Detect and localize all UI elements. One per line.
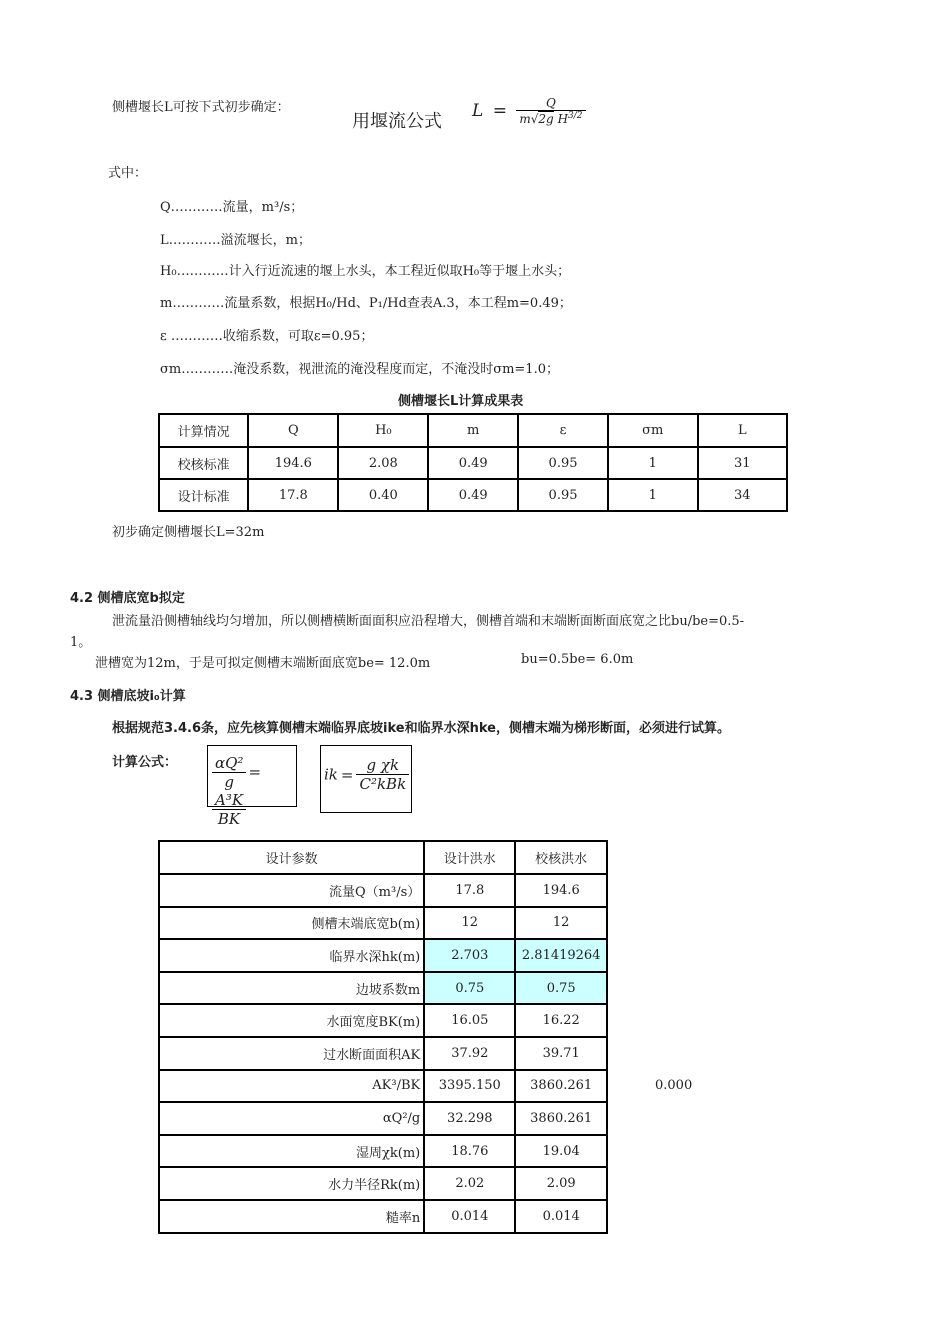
table-cell: 1: [608, 447, 698, 479]
formula2-content: ik = $\frac{\text{g χk}}{\text{C²kBk}}$: [324, 756, 409, 793]
formula1-content: [212, 754, 296, 828]
section-4-3-heading: 4.3 侧槽底坡i₀计算: [70, 689, 186, 704]
design-value: 2.703: [424, 939, 515, 972]
table-header: σm: [608, 414, 698, 447]
design-value: 32.298: [424, 1102, 515, 1135]
formula-label: 用堰流公式: [352, 111, 442, 132]
design-value: 12: [424, 907, 515, 940]
table-cell: 设计标准: [159, 479, 248, 511]
check-value: 2.09: [515, 1167, 607, 1200]
formula-fraction: [516, 96, 585, 126]
table-cell: 0.49: [428, 479, 518, 511]
table-header: H₀: [338, 414, 428, 447]
table-row: [159, 1102, 607, 1135]
def-m: m…………流量系数，根据H₀/Hd、P₁/Hd查表A.3，本工程m=0.49；: [160, 296, 572, 311]
param-label: 流量Q（m³/s）: [159, 874, 424, 907]
table-cell: 校核标准: [159, 447, 248, 479]
check-value: 39.71: [515, 1037, 607, 1070]
table-header: 计算情况: [159, 414, 248, 447]
table-row: [159, 939, 607, 972]
table-header: L: [698, 414, 787, 447]
table-header-row: [159, 414, 787, 447]
table-row: [159, 1004, 607, 1037]
design-value: 3395.150: [424, 1070, 515, 1103]
table-header: 设计洪水: [424, 841, 515, 874]
design-value: 0.75: [424, 972, 515, 1005]
where-title: 式中：: [108, 166, 148, 181]
table-row: [159, 1037, 607, 1070]
section-4-2-heading: 4.2 侧槽底宽b拟定: [70, 591, 185, 606]
section-4-2-bu: bu=0.5be= 6.0m: [521, 652, 634, 667]
conclusion-text: 初步确定侧槽堰长L=32m: [112, 525, 265, 540]
section-4-2-para1-cont: 1。: [70, 635, 92, 650]
design-value: 16.05: [424, 1004, 515, 1037]
table-header: Q: [248, 414, 338, 447]
weir-length-table: [158, 413, 788, 512]
def-h0: H₀…………计入行近流速的堰上水头，本工程近似取H₀等于堰上水头；: [160, 264, 571, 279]
side-value: 0.000: [655, 1078, 693, 1093]
design-value: 17.8: [424, 874, 515, 907]
table-cell: 1: [608, 479, 698, 511]
param-label: 边坡系数m: [159, 972, 424, 1005]
table-row: [159, 1200, 607, 1233]
section-4-2-para1: 泄流量沿侧槽轴线均匀增加，所以侧槽横断面面积应沿程增大，侧槽首端和末端断面断面底宽之比bu/be=0.5-: [112, 614, 745, 629]
table-header: m: [428, 414, 518, 447]
def-epsilon: ε …………收缩系数，可取ε=0.95；: [160, 329, 374, 344]
critical-params-table: [158, 840, 608, 1234]
def-l: L…………溢流堰长，m；: [160, 233, 311, 248]
check-value: 19.04: [515, 1135, 607, 1168]
formula-den-m: m: [519, 112, 531, 126]
check-value: 0.75: [515, 972, 607, 1005]
param-label: 侧槽末端底宽b(m): [159, 907, 424, 940]
design-value: 37.92: [424, 1037, 515, 1070]
table-cell: 0.95: [518, 479, 608, 511]
check-value: 3860.261: [515, 1070, 607, 1103]
check-value: 0.014: [515, 1200, 607, 1233]
check-value: 12: [515, 907, 607, 940]
formula1-left-frac: $\frac{\text{αQ²}}{g}$: [212, 754, 246, 791]
def-sigma: σm…………淹没系数，视泄流的淹没程度而定，不淹没时σm=1.0；: [160, 362, 559, 377]
table-header: ε: [518, 414, 608, 447]
formula2-equals: =: [340, 765, 354, 784]
def-q: Q…………流量，m³/s；: [160, 200, 304, 215]
table-cell: 2.08: [338, 447, 428, 479]
check-value: 3860.261: [515, 1102, 607, 1135]
intro-lead: 侧槽堰长L可按下式初步确定：: [112, 100, 290, 115]
formula-lhs: L: [472, 101, 484, 121]
param-label: 水力半径Rk(m): [159, 1167, 424, 1200]
param-label: αQ²/g: [159, 1102, 424, 1135]
formula-num: Q: [516, 96, 585, 111]
formula-den-root: 2g: [538, 112, 554, 126]
table-header: 校核洪水: [515, 841, 607, 874]
design-value: 18.76: [424, 1135, 515, 1168]
table-row: [159, 907, 607, 940]
table-row: [159, 1070, 607, 1103]
table1-title: 侧槽堰长L计算成果表: [398, 394, 524, 409]
table-header: 设计参数: [159, 841, 424, 874]
design-value: 0.014: [424, 1200, 515, 1233]
formula2-frac: $\frac{\text{g χk}}{\text{C²kBk}}$: [356, 756, 409, 793]
table-cell: 0.95: [518, 447, 608, 479]
check-value: 2.81419264: [515, 939, 607, 972]
critical-depth-formula: [207, 745, 297, 828]
table-row: [159, 1167, 607, 1200]
table-row: [159, 1135, 607, 1168]
section-4-2-para2: 泄槽宽为12m，于是可拟定侧槽末端断面底宽be= 12.0m: [95, 656, 431, 671]
check-value: 16.22: [515, 1004, 607, 1037]
table-row: [159, 447, 787, 479]
param-label: 水面宽度BK(m): [159, 1004, 424, 1037]
table-cell: 17.8: [248, 479, 338, 511]
formula-eq: =: [492, 101, 507, 121]
param-label: AK³/BK: [159, 1070, 424, 1103]
critical-slope-formula: [320, 745, 412, 813]
formula1-equals: =: [248, 762, 262, 781]
param-label: 过水断面面积AK: [159, 1037, 424, 1070]
param-label: 临界水深hk(m): [159, 939, 424, 972]
design-value: 2.02: [424, 1167, 515, 1200]
check-value: 194.6: [515, 874, 607, 907]
weir-formula: [472, 96, 586, 126]
formula-intro-label: 计算公式：: [112, 755, 178, 770]
param-label: 糙率n: [159, 1200, 424, 1233]
sqrt-icon: √: [530, 112, 539, 126]
section-4-3-para: 根据规范3.4.6条，应先核算侧槽末端临界底坡ike和临界水深hke，侧槽末端为梯形断面，必须进行试算。: [112, 721, 730, 736]
table-header-row: [159, 841, 607, 874]
table-cell: 194.6: [248, 447, 338, 479]
formula-den-h: H: [557, 112, 569, 126]
formula-den: [516, 111, 585, 126]
formula-den-exp: 3/2: [568, 111, 583, 121]
table-row: [159, 479, 787, 511]
table-cell: 0.40: [338, 479, 428, 511]
table-row: [159, 972, 607, 1005]
table-cell: 31: [698, 447, 787, 479]
param-label: 湿周χk(m): [159, 1135, 424, 1168]
table-cell: 34: [698, 479, 787, 511]
formula1-right-frac: $\frac{\text{A³K}}{BK}$: [212, 791, 246, 828]
table-cell: 0.49: [428, 447, 518, 479]
table-row: [159, 874, 607, 907]
